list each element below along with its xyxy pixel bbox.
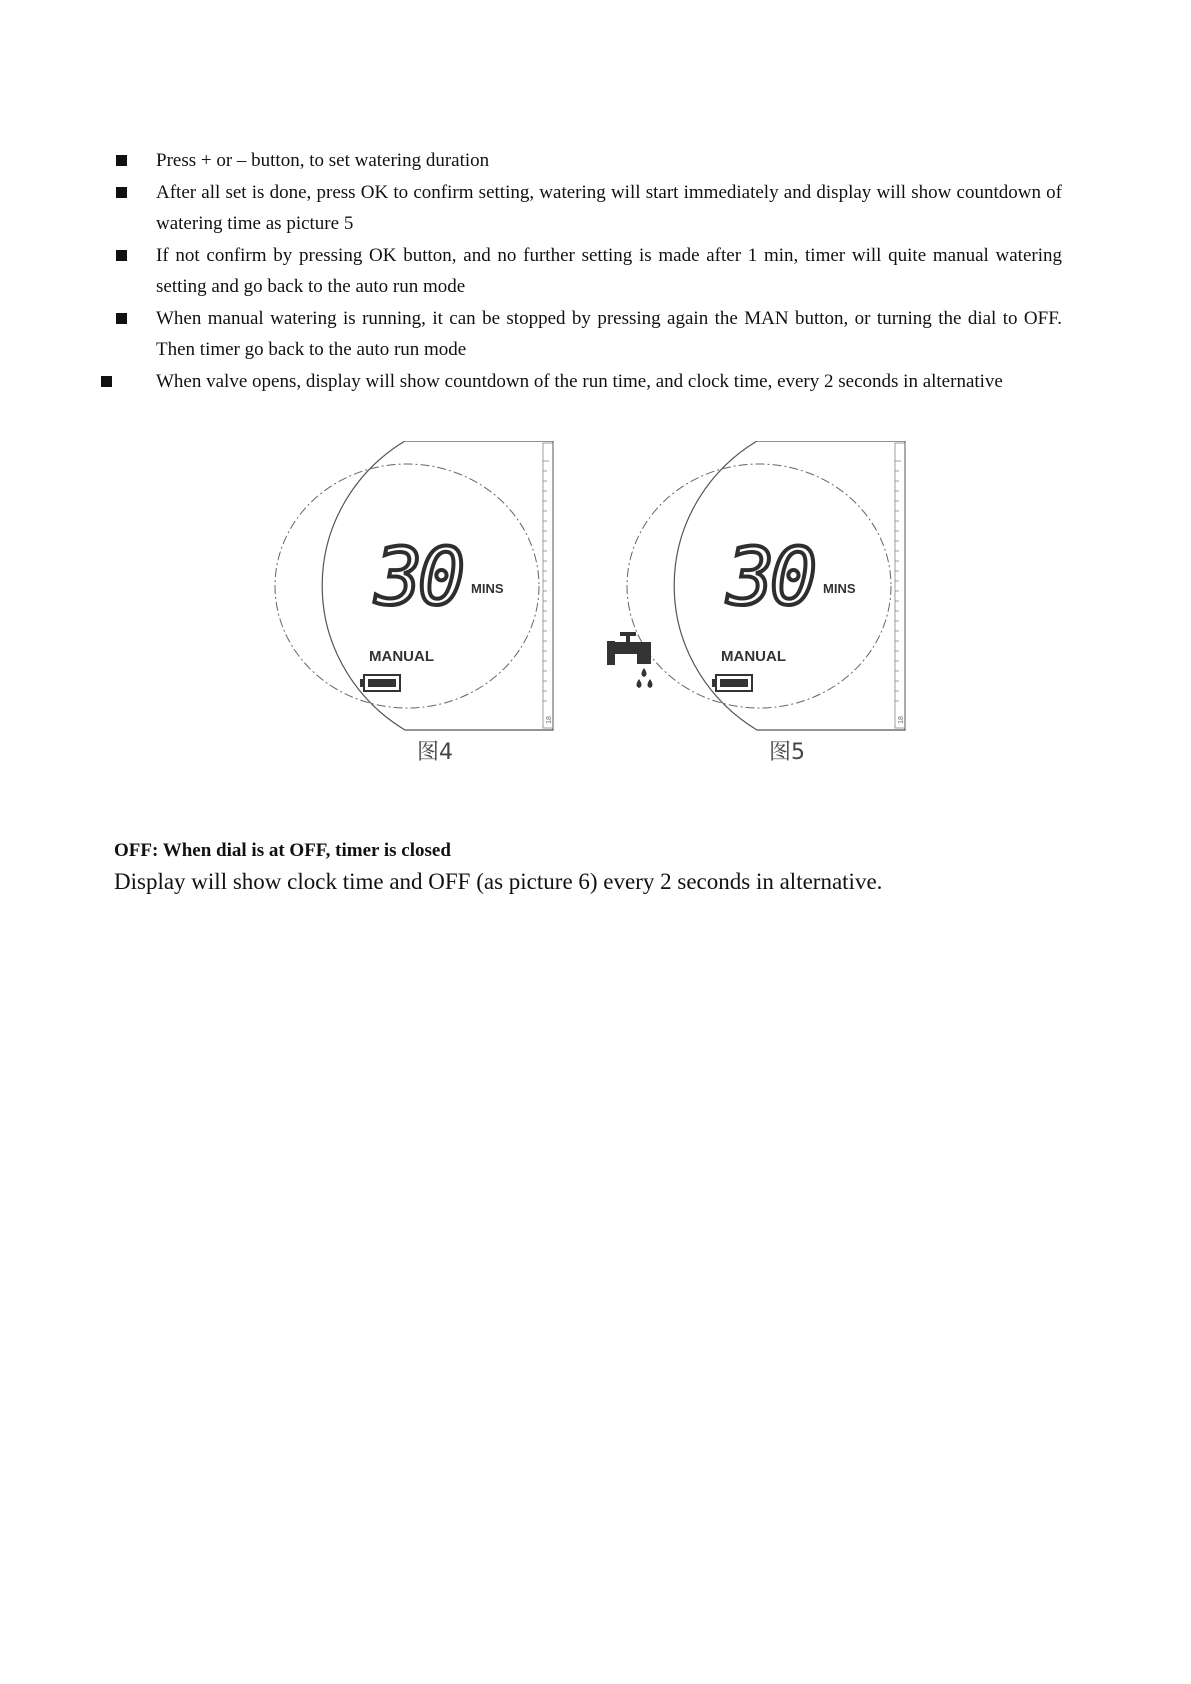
lcd-digits: 30	[727, 533, 813, 623]
faucet-icon	[607, 632, 651, 665]
scale-ticks	[895, 461, 901, 701]
figure-caption: 图4	[417, 740, 453, 765]
scale-label: 18	[546, 716, 553, 724]
lcd-mode: MANUAL	[369, 648, 434, 665]
scale-ticks	[543, 461, 549, 701]
list-item-text: If not confirm by pressing OK button, and no further setting is made after 1 min, timer will quite manual watering setting and go back to the auto run mode	[156, 244, 1062, 297]
square-bullet-icon	[116, 155, 127, 166]
scale-strip	[543, 443, 553, 728]
lcd-mode: MANUAL	[721, 648, 786, 665]
list-item-text: When manual watering is running, it can be stopped by pressing again the MAN button, or turning the dial to OFF. Then timer go back to the auto run mode	[156, 307, 1062, 360]
lcd-unit: MINS	[471, 581, 504, 596]
lcd-display-drawing	[587, 441, 917, 771]
lcd-unit: MINS	[823, 581, 856, 596]
list-item-text: When valve opens, display will show countdown of the run time, and clock time, every 2 seconds in alternative	[156, 370, 1003, 392]
off-section-heading: OFF: When dial is at OFF, timer is closed	[114, 840, 451, 861]
water-drops-icon	[637, 668, 653, 688]
list-item-text: After all set is done, press OK to confirm setting, watering will start immediately and display will show countdown of watering time as picture 5	[156, 181, 1062, 234]
lcd-display-drawing	[235, 441, 565, 771]
list-item	[0, 366, 1191, 398]
square-bullet-icon	[116, 250, 127, 261]
off-section-text: Display will show clock time and OFF (as picture 6) every 2 seconds in alternative.	[114, 869, 883, 894]
square-bullet-icon	[116, 313, 127, 324]
lcd-digits: 30	[375, 533, 461, 623]
instruction-list	[0, 145, 1191, 397]
lcd-figure-4	[235, 441, 565, 771]
lcd-figure-5	[587, 441, 917, 771]
square-bullet-icon	[116, 187, 127, 198]
list-item	[0, 145, 1191, 177]
scale-strip	[895, 443, 905, 728]
list-item	[0, 303, 1191, 366]
battery-icon	[712, 675, 752, 691]
battery-icon	[360, 675, 400, 691]
list-item-text: Press + or – button, to set watering duration	[156, 150, 490, 171]
figure-caption: 图5	[769, 740, 805, 765]
square-bullet-icon	[101, 376, 112, 387]
scale-label: 18	[898, 716, 905, 724]
list-item	[0, 177, 1191, 240]
list-item	[0, 240, 1191, 303]
